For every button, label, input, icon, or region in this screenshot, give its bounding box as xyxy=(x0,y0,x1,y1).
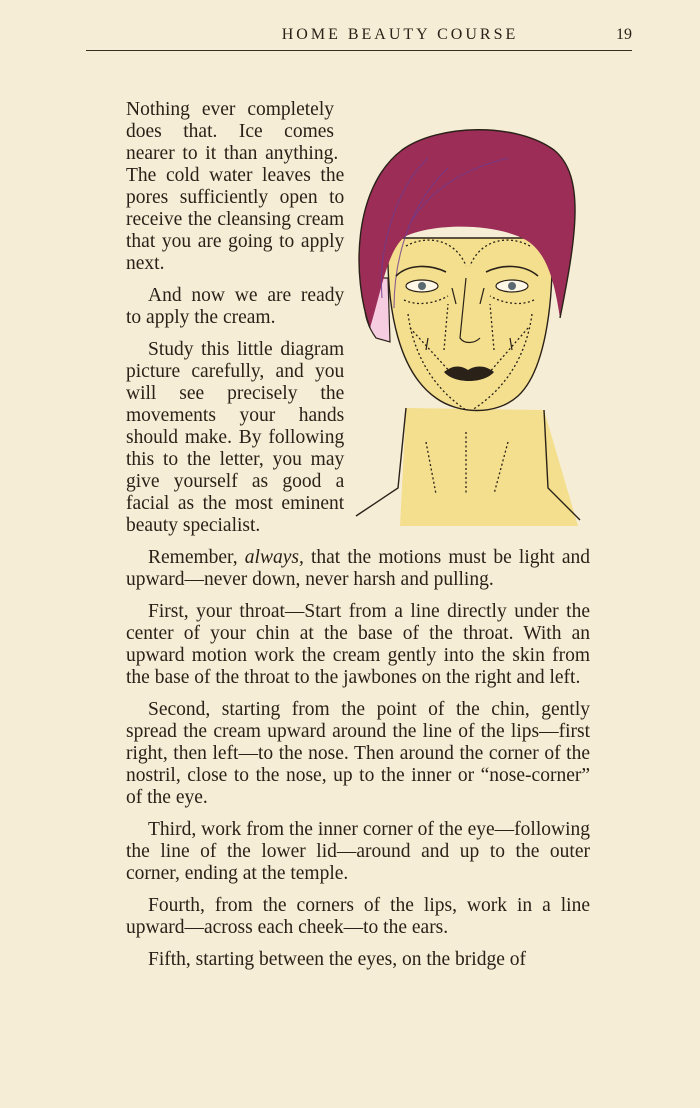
neck-shape xyxy=(400,408,578,526)
page-header xyxy=(86,26,632,51)
paragraph xyxy=(126,547,590,591)
paragraph: Nothing ever completely does that. Ice comes nearer to it than anything. The cold water leaves the pores sufficiently open to receive the cleansing cream that you are going to apply next. xyxy=(126,99,345,274)
left-iris xyxy=(418,282,426,290)
face-shape xyxy=(388,238,552,411)
paragraph: Fifth, starting between the eyes, on the bridge of xyxy=(148,949,526,970)
running-head: HOME BEAUTY COURSE xyxy=(281,26,519,43)
paragraph: Second, starting from the point of the chin, gently spread the cream upward around the line of the lips—first right, then left—to the nose. Then around the corner of the nostril, close to the nose, up to the inner or “nose-corner” of the eye. xyxy=(126,699,590,808)
page-number: 19 xyxy=(616,26,632,43)
text-run: that the motions must be light and upward—never down, never harsh and pulling. xyxy=(126,547,590,590)
text-run: Remember, xyxy=(148,547,245,568)
right-iris xyxy=(508,282,516,290)
paragraph: Fourth, from the corners of the lips, work in a line upward—across each cheek—to the ears. xyxy=(126,895,590,938)
emphasis-text: always, xyxy=(244,547,304,568)
paragraph: First, your throat—Start from a line directly under the center of your chin at the base of the throat. With an upward motion work the cream gently into the skin from the base of the throat to the jawbones on the right and left. xyxy=(126,601,590,688)
paragraph: And now we are ready to apply the cream. xyxy=(126,285,345,328)
facial-massage-diagram xyxy=(348,128,590,548)
paragraph: Third, work from the inner corner of the eye—following the line of the lower lid—around and up to the outer corner, ending at the temple. xyxy=(126,819,590,884)
paragraph: Study this little diagram picture carefully, and you will see precisely the movements your hands should make. By following this to the letter, you may give yourself as good a facial as the most eminent beauty specialist. xyxy=(126,339,345,536)
